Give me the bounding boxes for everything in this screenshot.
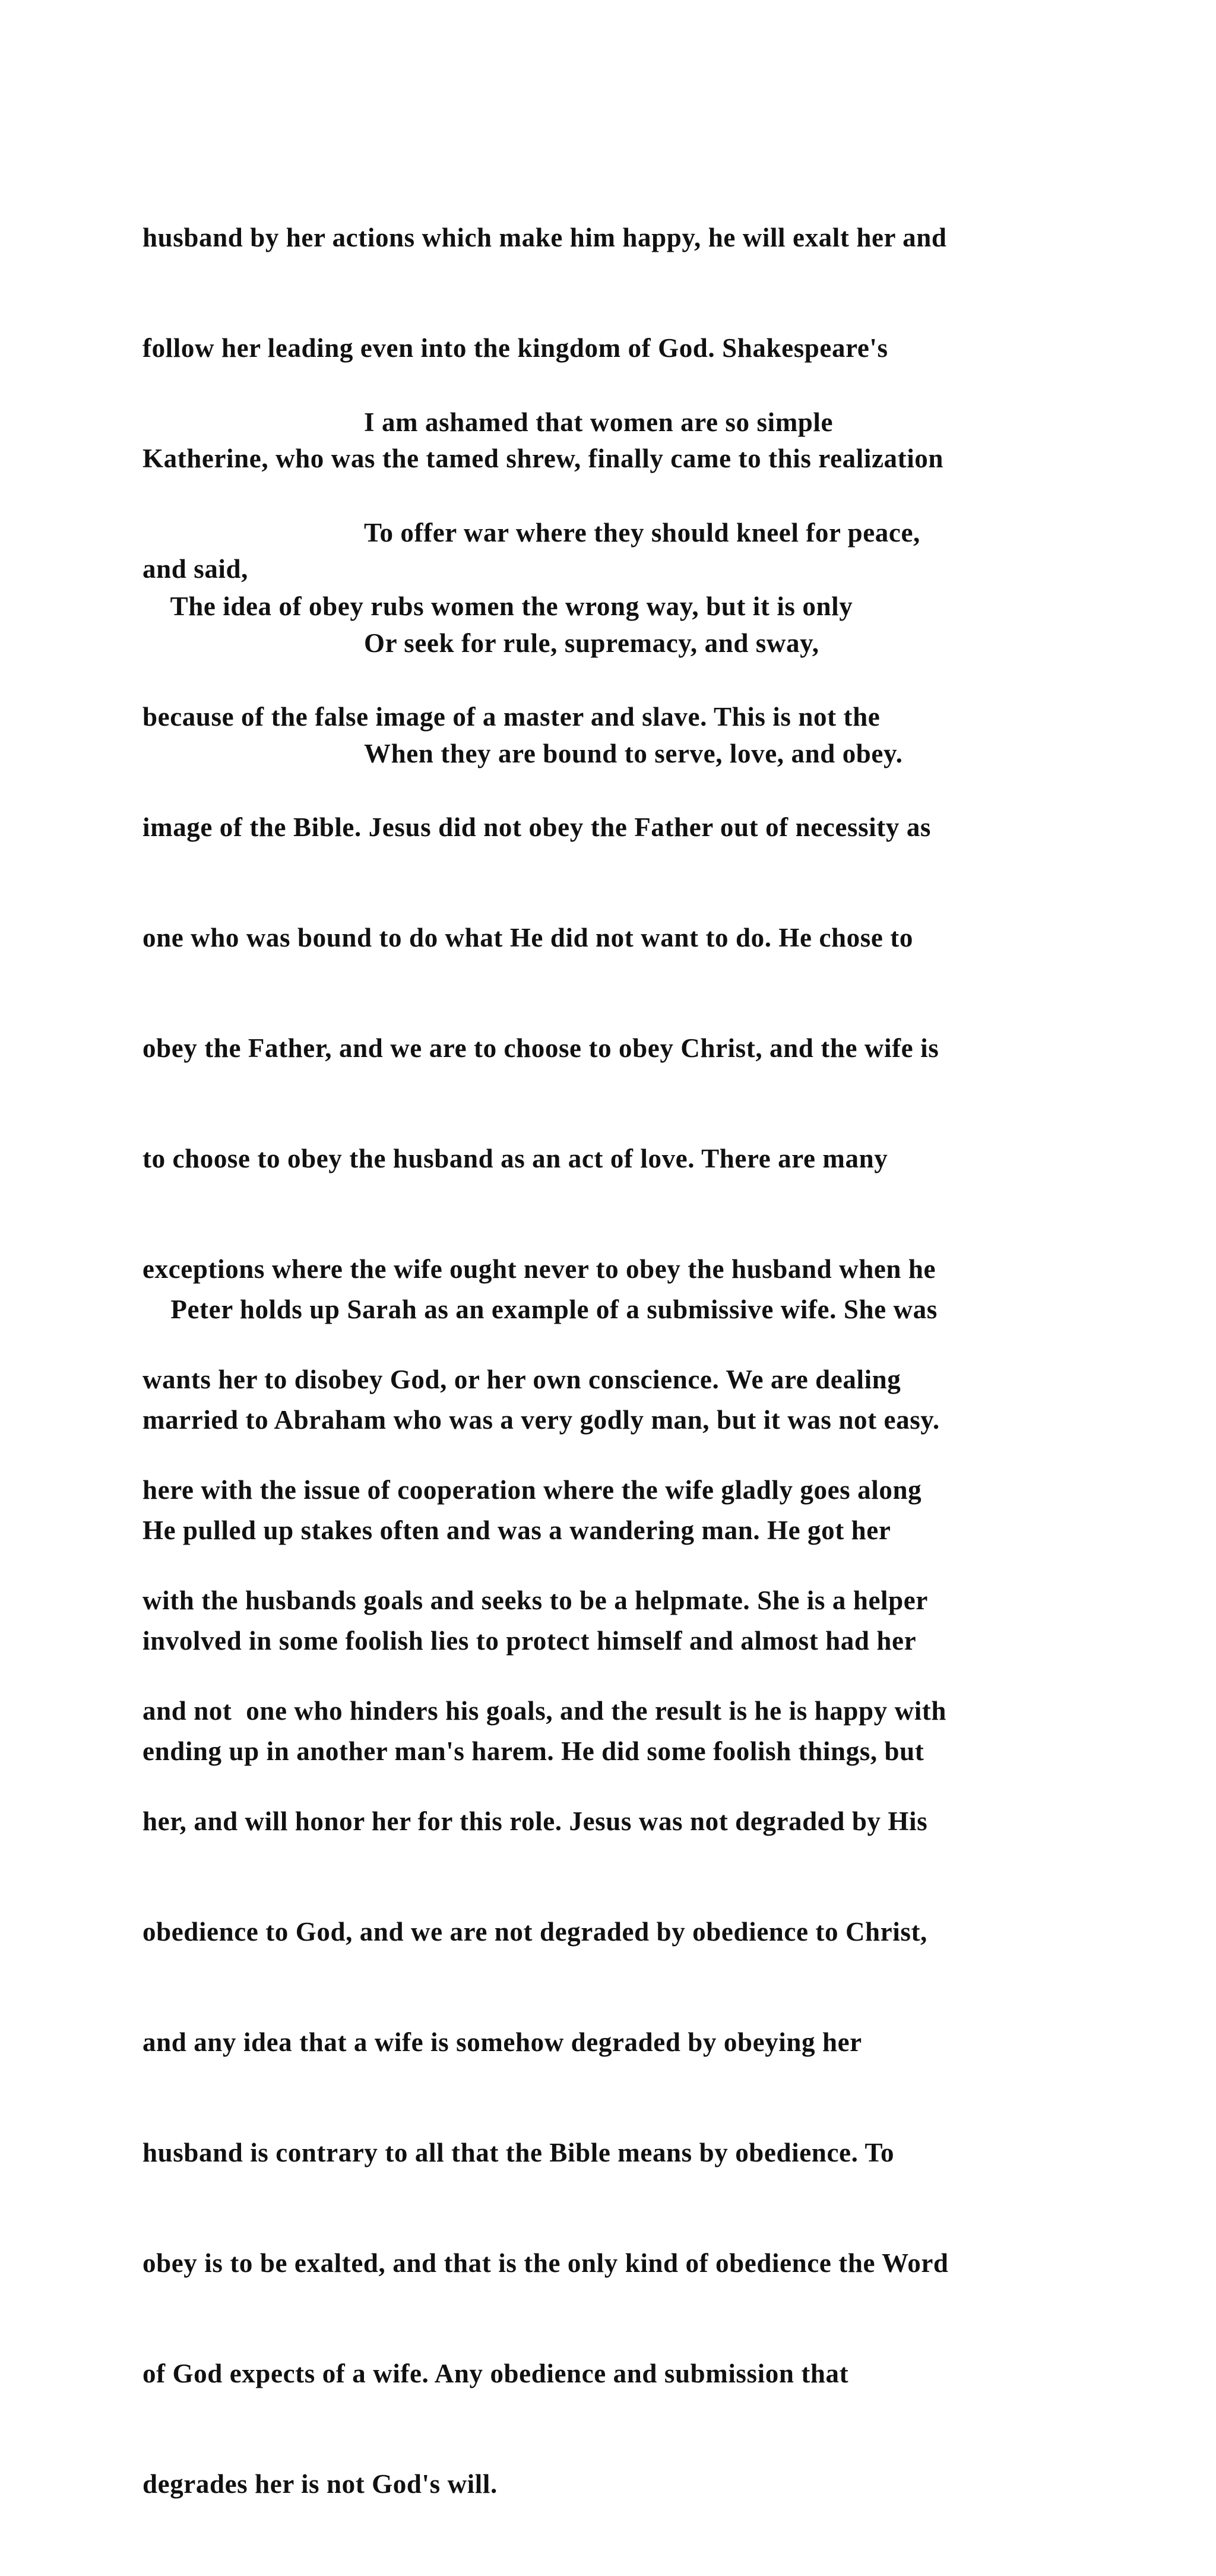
paragraph-1-line: and said, xyxy=(142,554,248,584)
paragraph-2-line: exceptions where the wife ought never to obey the husband when he xyxy=(142,1254,936,1284)
paragraph-2-line: with the husbands goals and seeks to be a helpmate. She is a helper xyxy=(142,1586,928,1615)
paragraph-3 xyxy=(142,1217,1092,1843)
paragraph-2-line: here with the issue of cooperation where the wife gladly goes along xyxy=(142,1475,922,1505)
paragraph-2-line: and any idea that a wife is somehow degraded by obeying her xyxy=(142,2027,862,2057)
paragraph-3-line: Peter holds up Sarah as an example of a submissive wife. She was xyxy=(142,1295,938,1324)
paragraph-2-line: of God expects of a wife. Any obedience and submission that xyxy=(142,2359,849,2388)
quote-line: Or seek for rule, supremacy, and sway, xyxy=(364,628,819,658)
paragraph-2-line: one who was bound to do what He did not want to do. He chose to xyxy=(142,923,913,952)
quote-line: When they are bound to serve, love, and obey. xyxy=(364,739,903,768)
paragraph-2-line: to choose to obey the husband as an act of love. There are many xyxy=(142,1144,888,1173)
paragraph-2-line: image of the Bible. Jesus did not obey the Father out of necessity as xyxy=(142,812,932,842)
paragraph-2-line: because of the false image of a master and slave. This is not the xyxy=(142,702,881,732)
quote-line: I am ashamed that women are so simple xyxy=(364,407,834,437)
paragraph-1-line: Katherine, who was the tamed shrew, finally came to this realization xyxy=(142,444,944,473)
paragraph-1-line: follow her leading even into the kingdom of God. Shakespeare's xyxy=(142,333,888,363)
paragraph-2-line: The idea of obey rubs women the wrong way, but it is only xyxy=(142,591,853,621)
quote-line: To offer war where they should kneel for peace, xyxy=(364,518,920,548)
paragraph-2-line: obedience to God, and we are not degraded by obedience to Christ, xyxy=(142,1917,927,1947)
paragraph-2-line: her, and will honor her for this role. Jesus was not degraded by His xyxy=(142,1806,928,1836)
paragraph-1-line: husband by her actions which make him happy, he will exalt her and xyxy=(142,223,947,252)
paragraph-3-line: ending up in another man's harem. He did some foolish things, but xyxy=(142,1736,924,1766)
paragraph-2-line: and not one who hinders his goals, and the result is he is happy with xyxy=(142,1696,947,1726)
paragraph-2-line: obey the Father, and we are to choose to obey Christ, and the wife is xyxy=(142,1033,939,1063)
paragraph-3-line: involved in some foolish lies to protect himself and almost had her xyxy=(142,1626,917,1656)
paragraph-2-line: obey is to be exalted, and that is the only kind of obedience the Word xyxy=(142,2248,949,2278)
paragraph-2-line: husband is contrary to all that the Bible means by obedience. To xyxy=(142,2138,895,2167)
paragraph-3-line: He pulled up stakes often and was a wandering man. He got her xyxy=(142,1515,891,1545)
paragraph-3-line: married to Abraham who was a very godly man, but it was not easy. xyxy=(142,1405,940,1435)
paragraph-2-line: degrades her is not God's will. xyxy=(142,2469,498,2499)
paragraph-2-line: wants her to disobey God, or her own conscience. We are dealing xyxy=(142,1365,901,1394)
